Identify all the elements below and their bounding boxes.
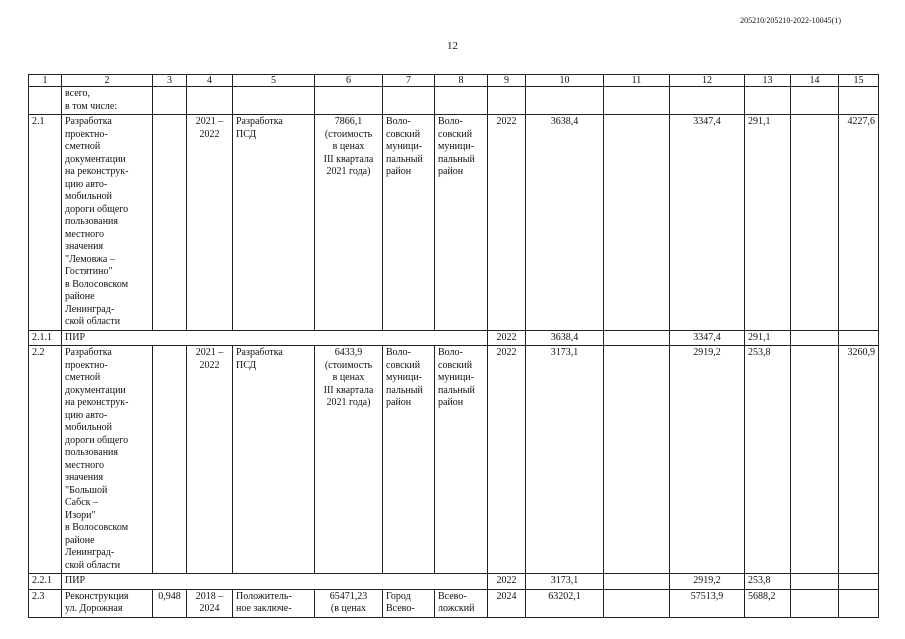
table-cell [745, 87, 791, 115]
table-cell: 291,1 [745, 330, 791, 346]
header-cell: 4 [187, 75, 233, 87]
table-cell: 2021 – 2022 [187, 346, 233, 574]
table-cell [791, 346, 839, 574]
table-cell: 2.2.1 [29, 574, 62, 590]
table-cell: 291,1 [745, 115, 791, 331]
table-cell: 2022 [488, 346, 526, 574]
table-cell: 2022 [488, 330, 526, 346]
table-cell [791, 574, 839, 590]
table-cell: Воло- совский муници- пальный район [435, 115, 488, 331]
table-cell [488, 87, 526, 115]
table-cell: 2018 – 2024 [187, 589, 233, 617]
table-cell [187, 87, 233, 115]
table-row-2-2-1 [29, 574, 879, 590]
table-cell: 6433,9 (стоимость в ценах III квартала 2021 года) [315, 346, 383, 574]
table-row-total [29, 87, 879, 115]
table-cell: 4227,6 [839, 115, 879, 331]
table-cell: всего, в том числе: [62, 87, 153, 115]
table-cell [153, 346, 187, 574]
table-cell [233, 87, 315, 115]
table-cell [791, 115, 839, 331]
table-cell [839, 87, 879, 115]
table-cell: 3347,4 [670, 330, 745, 346]
header-cell: 6 [315, 75, 383, 87]
table-cell: 57513,9 [670, 589, 745, 617]
table-cell: Воло- совский муници- пальный район [383, 115, 435, 331]
table-cell: 0,948 [153, 589, 187, 617]
table-cell: 2024 [488, 589, 526, 617]
table-cell: 2919,2 [670, 346, 745, 574]
table-cell: 2.1 [29, 115, 62, 331]
table-cell [791, 589, 839, 617]
table-cell: 2919,2 [670, 574, 745, 590]
table-cell: Реконструкция ул. Дорожная [62, 589, 153, 617]
data-table [28, 74, 879, 618]
header-cell: 5 [233, 75, 315, 87]
header-cell: 14 [791, 75, 839, 87]
table-cell [604, 330, 670, 346]
header-cell: 11 [604, 75, 670, 87]
header-cell: 8 [435, 75, 488, 87]
table-row-2-2 [29, 346, 879, 574]
table-cell: Город Всево- [383, 589, 435, 617]
table-cell: 2.2 [29, 346, 62, 574]
table-cell [604, 574, 670, 590]
table-cell: Разработка проектно- сметной документации на реконструк- цию авто- мобильной дороги общего пользования местного значения "Большой Сабск – Изори" в Волосовском районе Ленинград- ской области [62, 346, 153, 574]
page-number: 12 [447, 40, 458, 52]
table-row-2-1-1 [29, 330, 879, 346]
table-cell [791, 330, 839, 346]
table-cell: Разработка ПСД [233, 115, 315, 331]
table-cell [604, 115, 670, 331]
header-cell: 1 [29, 75, 62, 87]
table-cell [839, 330, 879, 346]
table-cell: 3638,4 [526, 330, 604, 346]
header-cell: 10 [526, 75, 604, 87]
table-cell: 65471,23 (в ценах [315, 589, 383, 617]
table-cell: 253,8 [745, 574, 791, 590]
table-cell: ПИР [62, 574, 488, 590]
table-cell: 2.3 [29, 589, 62, 617]
table-cell: 2022 [488, 115, 526, 331]
table-cell: 2.1.1 [29, 330, 62, 346]
header-cell: 13 [745, 75, 791, 87]
table-row-2-3 [29, 589, 879, 617]
table-cell [670, 87, 745, 115]
header-cell: 12 [670, 75, 745, 87]
header-cell: 2 [62, 75, 153, 87]
table-cell: 3260,9 [839, 346, 879, 574]
table-cell [383, 87, 435, 115]
table-row-2-1 [29, 115, 879, 331]
table-cell: Воло- совский муници- пальный район [383, 346, 435, 574]
header-cell: 3 [153, 75, 187, 87]
header-cell: 9 [488, 75, 526, 87]
header-cell: 15 [839, 75, 879, 87]
table-cell: 7866,1 (стоимость в ценах III квартала 2021 года) [315, 115, 383, 331]
table-cell [526, 87, 604, 115]
table-cell: 2021 – 2022 [187, 115, 233, 331]
table-cell: Разработка ПСД [233, 346, 315, 574]
table-cell: Всево- ложский [435, 589, 488, 617]
table-cell [315, 87, 383, 115]
table-cell: 5688,2 [745, 589, 791, 617]
table-cell [791, 87, 839, 115]
table-cell: 3173,1 [526, 574, 604, 590]
table-cell [604, 346, 670, 574]
table-cell: 3347,4 [670, 115, 745, 331]
table-cell: Положитель- ное заключе- [233, 589, 315, 617]
table-cell: Воло- совский муници- пальный район [435, 346, 488, 574]
table-cell [29, 87, 62, 115]
header-cell: 7 [383, 75, 435, 87]
table-cell: 253,8 [745, 346, 791, 574]
document-id: 205210/205210-2022-10045(1) [740, 16, 841, 25]
table-cell [839, 574, 879, 590]
table-cell [153, 87, 187, 115]
table-header-row [29, 75, 879, 87]
table-cell: 3173,1 [526, 346, 604, 574]
table-cell: 63202,1 [526, 589, 604, 617]
table-cell [839, 589, 879, 617]
table-cell [153, 115, 187, 331]
table-cell [604, 589, 670, 617]
table-cell [435, 87, 488, 115]
table-cell: ПИР [62, 330, 488, 346]
table-cell: 2022 [488, 574, 526, 590]
table-cell: Разработка проектно- сметной документации на реконструк- цию авто- мобильной дороги общего пользования местного значения "Лемовжа – Гостятино" в Волосовском районе Ленинград- ской области [62, 115, 153, 331]
table-cell [604, 87, 670, 115]
table-cell: 3638,4 [526, 115, 604, 331]
